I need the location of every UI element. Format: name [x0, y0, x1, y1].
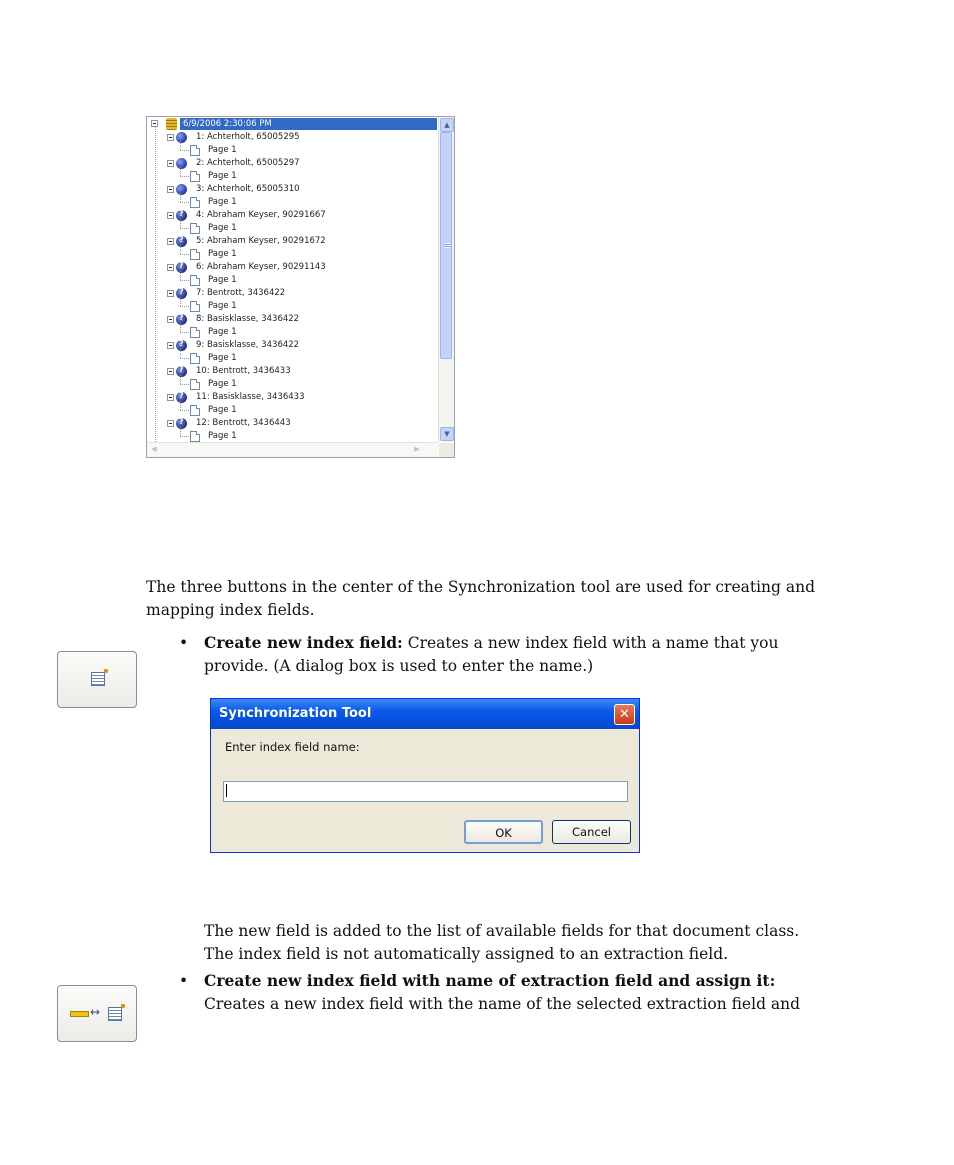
tree-page-row[interactable]	[147, 300, 438, 313]
tree-page-row[interactable]	[147, 352, 438, 365]
tree-guide-line	[180, 436, 189, 437]
bullet-create-assign-index-field	[204, 970, 824, 1015]
scroll-left-icon[interactable]: ◀	[151, 445, 157, 453]
bullet-2-title: Create new index field with name of extraction field and assign it:	[204, 971, 776, 990]
document-label: 6: Abraham Keyser, 90291143	[196, 262, 326, 272]
document-question-icon	[176, 340, 187, 351]
tree-document-row[interactable]	[147, 365, 438, 378]
new-field-description: The new field is added to the list of available fields for that document class. The index field is not automatically assigned to an extraction field.	[204, 922, 800, 963]
document-label: 2: Achterholt, 65005297	[196, 158, 300, 168]
tree-page-row[interactable]	[147, 248, 438, 261]
page-label: Page 1	[208, 379, 237, 389]
tree-guide-line	[180, 228, 189, 229]
page-icon	[190, 301, 200, 312]
page-label: Page 1	[208, 145, 237, 155]
page-icon	[190, 327, 200, 338]
document-label: 8: Basisklasse, 3436422	[196, 314, 300, 324]
page-label: Page 1	[208, 353, 237, 363]
collapse-document-icon[interactable]	[167, 342, 174, 349]
page-icon	[190, 249, 200, 260]
document-question-icon	[176, 366, 187, 377]
collapse-document-icon[interactable]	[167, 160, 174, 167]
index-field-name-prompt: Enter index field name:	[225, 740, 360, 754]
tree-guide-line	[180, 401, 181, 410]
ok-button[interactable]: OK	[464, 820, 543, 844]
tree-guide-line	[180, 349, 181, 358]
tree-document-row[interactable]	[147, 339, 438, 352]
tree-page-row[interactable]	[147, 196, 438, 209]
create-assign-index-field-icon	[108, 1007, 122, 1021]
tree-guide-line	[180, 271, 181, 280]
tree-guide-line	[180, 150, 189, 151]
tree-document-row[interactable]	[147, 157, 438, 170]
page-icon	[190, 379, 200, 390]
collapse-document-icon[interactable]	[167, 290, 174, 297]
page-icon	[190, 197, 200, 208]
document-question-icon	[176, 418, 187, 429]
tree-document-row[interactable]	[147, 287, 438, 300]
tree-document-row[interactable]	[147, 313, 438, 326]
document-question-icon	[176, 210, 187, 221]
page-label: Page 1	[208, 327, 237, 337]
dialog-title: Synchronization Tool	[219, 706, 372, 721]
bullet-1-dot: •	[179, 634, 189, 652]
collapse-root-icon[interactable]	[151, 120, 158, 127]
collapse-document-icon[interactable]	[167, 316, 174, 323]
horizontal-scrollbar[interactable]	[147, 442, 438, 457]
synchronization-tool-dialog	[210, 698, 640, 853]
tree-document-row[interactable]	[147, 235, 438, 248]
text-caret	[226, 784, 227, 797]
tree-guide-line	[180, 297, 181, 306]
tree-guide-line	[180, 219, 181, 228]
tree-guide-line	[180, 332, 189, 333]
tree-guide-line	[180, 167, 181, 176]
vertical-scrollbar[interactable]	[438, 117, 454, 442]
tree-guide-line	[180, 245, 181, 254]
page-label: Page 1	[208, 223, 237, 233]
tree-guide-line	[180, 375, 181, 384]
tree-page-row[interactable]	[147, 378, 438, 391]
collapse-document-icon[interactable]	[167, 186, 174, 193]
document-question-icon	[176, 262, 187, 273]
page-label: Page 1	[208, 171, 237, 181]
bullet-1-body: Creates a new index field with a name that you provide. (A dialog box is used to enter the name.)	[204, 634, 779, 675]
tree-root-label: 6/9/2006 2:30:06 PM	[183, 119, 272, 129]
tree-document-row[interactable]	[147, 417, 438, 430]
page-label: Page 1	[208, 431, 237, 441]
intro-paragraph: The three buttons in the center of the Synchronization tool are used for creating and mapping index fields.	[146, 578, 816, 619]
document-label: 4: Abraham Keyser, 90291667	[196, 210, 326, 220]
document-label: 10: Bentrott, 3436433	[196, 366, 291, 376]
tree-guide-line	[180, 176, 189, 177]
batch-tree-view	[146, 116, 455, 458]
tree-document-row[interactable]	[147, 183, 438, 196]
scroll-thumb[interactable]	[440, 132, 452, 359]
collapse-document-icon[interactable]	[167, 134, 174, 141]
scroll-down-icon[interactable]: ▼	[440, 427, 454, 441]
tree-guide-line	[155, 127, 156, 442]
tree-document-row[interactable]	[147, 209, 438, 222]
extraction-field-icon	[70, 1011, 89, 1017]
page-label: Page 1	[208, 405, 237, 415]
tree-document-row[interactable]	[147, 261, 438, 274]
tree-document-row[interactable]	[147, 391, 438, 404]
document-label: 5: Abraham Keyser, 90291672	[196, 236, 326, 246]
tree-page-row[interactable]	[147, 326, 438, 339]
page-label: Page 1	[208, 249, 237, 259]
tree-document-row[interactable]	[147, 131, 438, 144]
tree-guide-line	[180, 193, 181, 202]
bullet-1-title: Create new index field:	[204, 633, 403, 652]
document-label: 7: Bentrott, 3436422	[196, 288, 286, 298]
collapse-document-icon[interactable]	[167, 394, 174, 401]
tree-guide-line	[180, 280, 189, 281]
bullet-2-body: Creates a new index field with the name of the selected extraction field and	[204, 994, 801, 1013]
close-icon[interactable]: ✕	[614, 704, 635, 725]
tree-page-row[interactable]	[147, 170, 438, 183]
index-field-name-input[interactable]	[223, 781, 628, 802]
document-label: 12: Bentrott, 3436443	[196, 418, 291, 428]
collapse-document-icon[interactable]	[167, 212, 174, 219]
tree-root-row[interactable]	[147, 117, 438, 131]
tree-guide-line	[180, 384, 189, 385]
page-icon	[190, 405, 200, 416]
batch-icon	[166, 118, 177, 130]
tree-guide-line	[180, 410, 189, 411]
collapse-document-icon[interactable]	[167, 264, 174, 271]
document-blue-icon	[176, 158, 187, 169]
tree-guide-line	[180, 358, 189, 359]
document-label: 11: Basisklasse, 3436433	[196, 392, 305, 402]
tree-page-row[interactable]	[147, 144, 438, 157]
tree-page-row[interactable]	[147, 222, 438, 235]
tree-guide-line	[180, 254, 189, 255]
cancel-button[interactable]: Cancel	[552, 820, 631, 844]
page-icon	[190, 353, 200, 364]
create-index-field-icon	[91, 672, 105, 686]
document-question-icon	[176, 314, 187, 325]
tree-guide-line	[180, 141, 181, 150]
collapse-document-icon[interactable]	[167, 420, 174, 427]
tree-guide-line	[180, 323, 181, 332]
tree-page-row[interactable]	[147, 404, 438, 417]
bullet-create-index-field	[204, 632, 824, 677]
page-icon	[190, 171, 200, 182]
page-icon	[190, 145, 200, 156]
scrollbar-corner	[439, 443, 454, 457]
page-icon	[190, 275, 200, 286]
tree-page-row[interactable]	[147, 274, 438, 287]
dialog-titlebar	[211, 699, 639, 729]
document-question-icon	[176, 288, 187, 299]
document-question-icon	[176, 392, 187, 403]
document-label: 3: Achterholt, 65005310	[196, 184, 300, 194]
create-assign-index-field-button[interactable]	[57, 985, 137, 1042]
tree-guide-line	[180, 306, 189, 307]
scroll-right-icon[interactable]: ▶	[414, 445, 420, 453]
bullet-2-dot: •	[179, 972, 189, 990]
page-icon	[190, 223, 200, 234]
double-arrow-icon: ↔	[90, 1005, 101, 1019]
page-label: Page 1	[208, 301, 237, 311]
tree-guide-line	[180, 202, 189, 203]
document-label: 9: Basisklasse, 3436422	[196, 340, 300, 350]
scroll-up-icon[interactable]: ▲	[440, 118, 454, 132]
tree-guide-line	[180, 427, 181, 436]
page-icon	[190, 431, 200, 442]
document-blue-icon	[176, 184, 187, 195]
page-label: Page 1	[208, 275, 237, 285]
scroll-grip-icon	[444, 243, 450, 248]
create-index-field-button[interactable]	[57, 651, 137, 708]
collapse-document-icon[interactable]	[167, 368, 174, 375]
document-question-icon	[176, 236, 187, 247]
document-blue-icon	[176, 132, 187, 143]
page-label: Page 1	[208, 197, 237, 207]
document-label: 1: Achterholt, 65005295	[196, 132, 300, 142]
collapse-document-icon[interactable]	[167, 238, 174, 245]
